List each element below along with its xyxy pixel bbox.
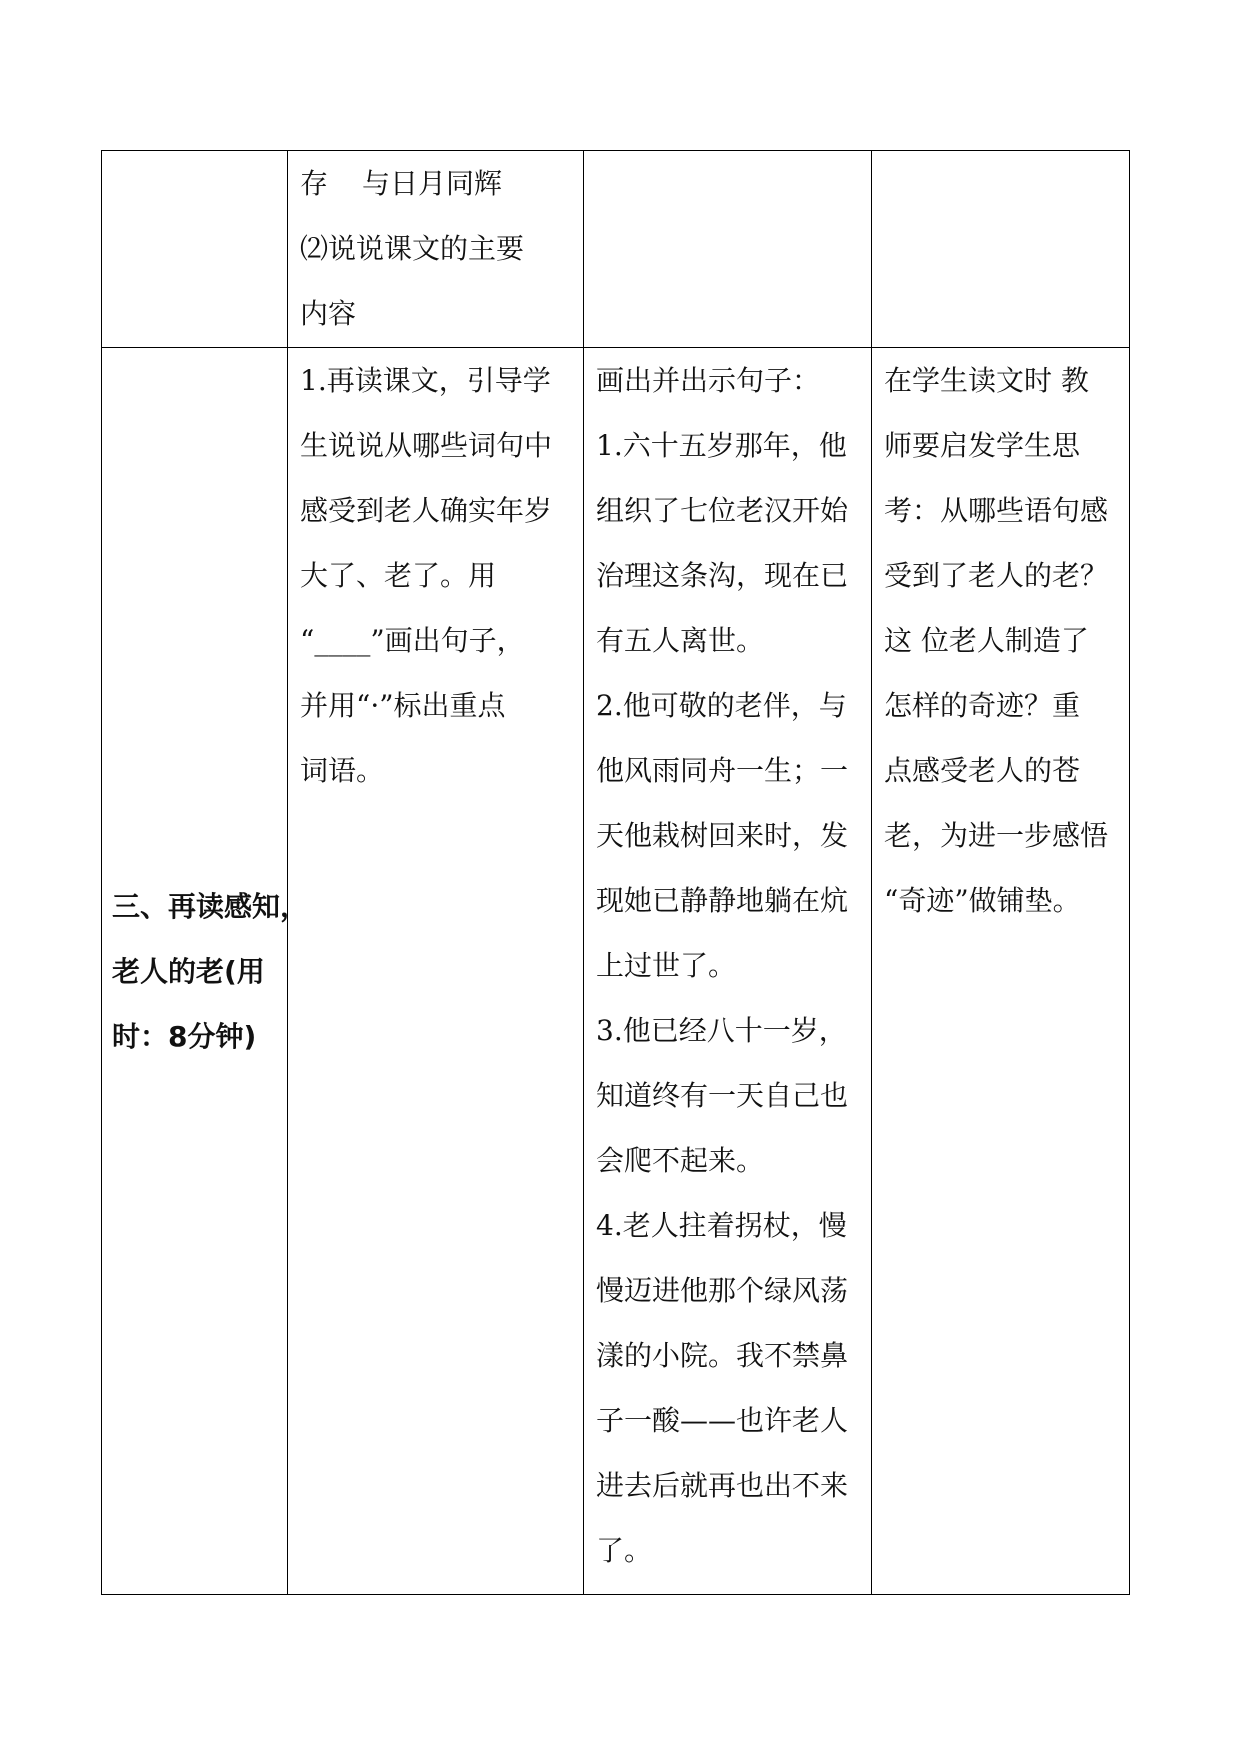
student-line: 慢迈进他那个绿风荡 [596,1274,849,1307]
student-line: 现她已静静地躺在炕 [596,884,849,917]
teacher-line: 大了、老了。用 [300,559,497,592]
note-line: 点感受老人的苍 [884,754,1081,787]
note-line: 在学生读文时 教 [884,364,1089,397]
student-line: 上过世了。 [596,949,737,982]
student-line: 2.他可敬的老伴，与 [596,689,847,722]
student-line: 组织了七位老汉开始 [596,494,849,527]
teacher-line: 存 与日月同辉 [300,167,503,200]
student-line: 3.他已经八十一岁， [596,1014,847,1047]
table-row-stage-3 [102,348,1130,1595]
note-line: 怎样的奇迹？重 [884,689,1081,722]
stage-title-line: 时：8分钟) [112,1019,257,1053]
note-line: 这 位老人制造了 [884,624,1089,657]
student-activity-cell [584,348,872,1595]
note-line: 师要启发学生思 [884,429,1081,462]
student-line: 画出并出示句子： [596,364,821,397]
teacher-line: “____”画出句子， [300,624,525,657]
student-line: 1.六十五岁那年，他 [596,429,847,462]
teacher-line: 1.再读课文，引导学 [300,364,551,397]
student-line: 知道终有一天自己也 [596,1079,849,1112]
teacher-line: ⑵说说课文的主要 [300,232,525,265]
lesson-plan-table [101,150,1130,1595]
teacher-line: 生说说从哪些词句中 [300,429,553,462]
note-line: 老，为进一步感悟 [884,819,1109,852]
student-line: 治理这条沟，现在已 [596,559,849,592]
student-line: 他风雨同舟一生；一 [596,754,849,787]
design-note-cell-empty [872,151,1130,348]
note-line: 受到了老人的老？ [884,559,1109,592]
student-line: 有五人离世。 [596,624,765,657]
teacher-activity-cell [288,348,584,1595]
student-line: 了。 [596,1534,653,1567]
note-line: 考：从哪些语句感 [884,494,1109,527]
stage-title-line: 老人的老(用 [112,954,265,988]
student-line: 天他栽树回来时，发 [596,819,849,852]
design-note-cell [872,348,1130,1595]
student-line: 4.老人拄着拐杖，慢 [596,1209,847,1242]
stage-title-cell [102,348,309,1595]
student-line: 进去后就再也出不来 [596,1469,849,1502]
student-line: 子一酸——也许老人 [596,1404,849,1437]
teacher-line: 内容 [300,297,357,330]
teacher-line: 词语。 [300,754,385,787]
stage-cell-empty [102,151,288,348]
student-activity-cell-empty [584,151,872,348]
table-row-continuation [102,151,1130,348]
note-line: “奇迹”做铺垫。 [884,884,1081,917]
teacher-activity-cell [288,151,584,348]
teacher-line: 并用“·”标出重点 [300,689,506,722]
teacher-line: 感受到老人确实年岁 [300,494,553,527]
student-line: 漾的小院。我不禁鼻 [596,1339,849,1372]
student-line: 会爬不起来。 [596,1144,765,1177]
stage-title-line: 三、再读感知， [112,889,309,923]
